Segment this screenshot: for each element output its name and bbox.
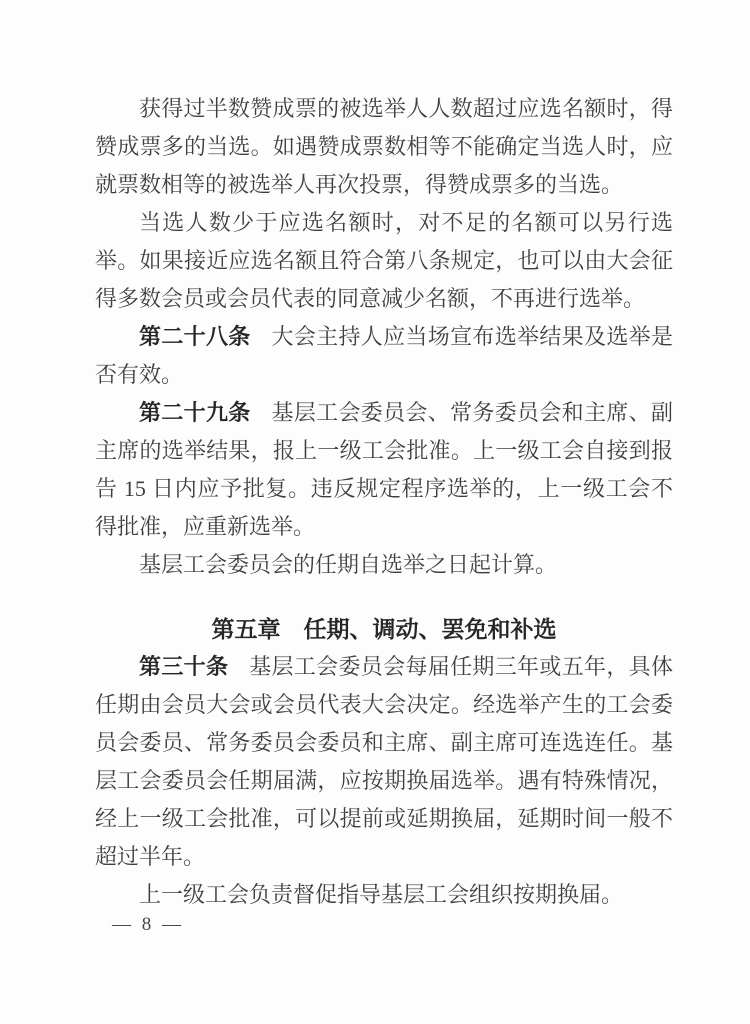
article-number-30: 第三十条: [139, 654, 229, 679]
paragraph-text: 基层工会委员会每届任期三年或五年，具体任期由会员大会或会员代表大会决定。经选举产生的工会委员会委员、常务委员会委员和主席、副主席可连选连任。基层工会委员会任期届满，应按期换届选举。遇有特殊情况，经上一级工会批准，可以提前或延期换届，延期时间一般不超过半年。: [95, 654, 673, 869]
paragraph: [95, 318, 673, 394]
paragraph-text: 基层工会委员会的任期自选举之日起计算。: [139, 552, 558, 577]
paragraph: [95, 90, 673, 204]
page-number: — 8 —: [112, 914, 184, 935]
paragraph-text: 当选人数少于应选名额时，对不足的名额可以另行选举。如果接近应选名额且符合第八条规定，也可以由大会征得多数会员或会员代表的同意减少名额，不再进行选举。: [95, 210, 673, 311]
article-number-28: 第二十八条: [139, 324, 251, 349]
paragraph-text: 大会主持人应当场宣布选举结果及选举是否有效。: [95, 324, 673, 387]
paragraph: [95, 394, 673, 546]
chapter-heading: 第五章 任期、调动、罢免和补选: [211, 616, 557, 642]
document-page: [95, 90, 673, 914]
paragraph: [95, 204, 673, 318]
paragraph: [95, 876, 673, 914]
paragraph: [95, 546, 673, 584]
paragraph-text: 获得过半数赞成票的被选举人人数超过应选名额时，得赞成票多的当选。如遇赞成票数相等不能确定当选人时，应就票数相等的被选举人再次投票，得赞成票多的当选。: [95, 96, 673, 197]
paragraph-text: 基层工会委员会、常务委员会和主席、副主席的选举结果，报上一级工会批准。上一级工会自接到报告 15 日内应予批复。违反规定程序选举的，上一级工会不得批准，应重新选举。: [95, 400, 673, 539]
article-number-29: 第二十九条: [139, 400, 251, 425]
paragraph-text: 上一级工会负责督促指导基层工会组织按期换届。: [139, 882, 624, 907]
paragraph: [95, 648, 673, 876]
